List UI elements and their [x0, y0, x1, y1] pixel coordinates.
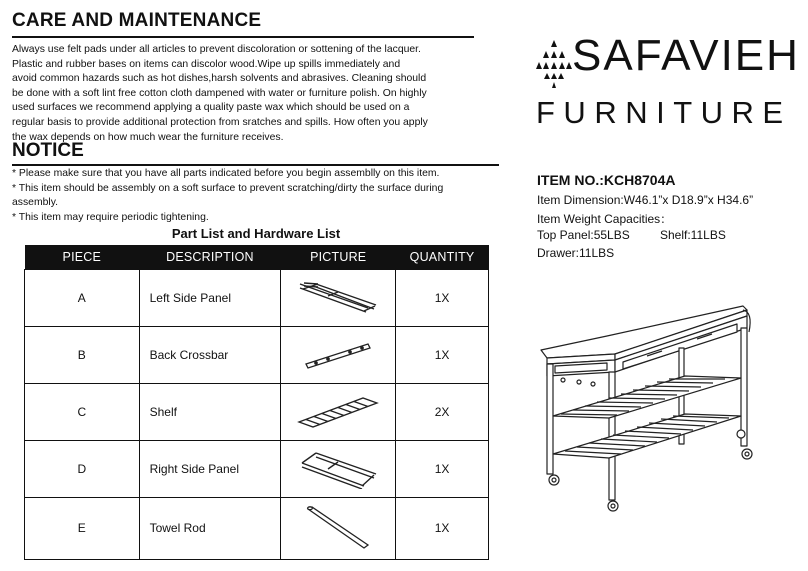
notice-list	[12, 167, 502, 225]
care-line: used surfaces we recommend applying a quality paste wax which should be used on a	[12, 102, 410, 114]
drawer-capacity: Drawer:11LBS	[537, 246, 615, 260]
notice-heading: NOTICE	[12, 140, 84, 161]
piece-quantity: 1X	[396, 326, 489, 383]
piece-quantity: 1X	[396, 269, 489, 326]
crossbar-icon	[302, 340, 374, 370]
piece-description: Towel Rod	[139, 497, 281, 559]
weight-capacities-label: Item Weight Capacities：	[537, 212, 673, 226]
piece-description: Left Side Panel	[139, 269, 281, 326]
piece-letter: C	[25, 383, 140, 440]
notice-line: * This item may require periodic tightening.	[12, 211, 209, 223]
top-panel-capacity: Top Panel:55LBS	[537, 228, 630, 242]
care-heading-rule	[12, 36, 474, 38]
rod-icon	[298, 506, 378, 550]
piece-letter: B	[25, 326, 140, 383]
piece-picture	[281, 497, 396, 559]
table-row	[25, 497, 489, 559]
item-dimension: Item Dimension:W46.1”x D18.9”x H34.6”	[537, 193, 754, 207]
care-line: Plastic and rubber bases on items can discolor wood.Wipe up spills immediately and	[12, 58, 401, 70]
header-description: DESCRIPTION	[139, 245, 281, 269]
notice-line: * Please make sure that you have all parts indicated before you begin assemblly on this item.	[12, 168, 440, 179]
care-line: avoid common hazards such as hot dishes,harsh solvents and abrasives. Cleaning should	[12, 73, 427, 85]
piece-description: Right Side Panel	[139, 440, 281, 497]
piece-picture	[281, 269, 396, 326]
brand-subtitle: FURNITURE	[536, 95, 792, 130]
item-number: ITEM NO.:KCH8704A	[537, 172, 676, 188]
piece-picture	[281, 383, 396, 440]
side-panel-icon	[298, 281, 378, 315]
care-line: be done with a soft lint free cotton cloth dampened with water or furniture polish. On highly	[12, 87, 427, 99]
header-piece: PIECE	[25, 245, 140, 269]
slatted-shelf-icon	[297, 395, 379, 429]
care-heading: CARE AND MAINTENANCE	[12, 10, 262, 31]
table-row	[25, 383, 489, 440]
piece-quantity: 2X	[396, 383, 489, 440]
parts-table-title: Part List and Hardware List	[171, 226, 341, 241]
brand-name: SAFAVIEH	[572, 31, 800, 80]
piece-picture	[281, 326, 396, 383]
care-line: Always use felt pads under all articles to prevent discoloration or sottening of the lacquer.	[12, 44, 421, 55]
header-picture: PICTURE	[281, 245, 396, 269]
piece-letter: D	[25, 440, 140, 497]
parts-table	[24, 245, 489, 560]
piece-picture	[281, 440, 396, 497]
table-row	[25, 440, 489, 497]
care-paragraph	[12, 43, 482, 145]
notice-line: assembly.	[12, 197, 59, 208]
piece-quantity: 1X	[396, 440, 489, 497]
table-row	[25, 326, 489, 383]
kitchen-cart-illustration-icon	[537, 298, 795, 518]
care-line: regular basis to provide additional protection from sratches and spills. How often you apply	[12, 116, 428, 128]
piece-description: Shelf	[139, 383, 281, 440]
piece-letter: E	[25, 497, 140, 559]
piece-quantity: 1X	[396, 497, 489, 559]
piece-description: Back Crossbar	[139, 326, 281, 383]
notice-heading-rule	[12, 164, 499, 166]
parts-table-header-row	[25, 245, 489, 269]
side-panel-icon	[298, 449, 378, 489]
piece-letter: A	[25, 269, 140, 326]
shelf-capacity: Shelf:11LBS	[660, 228, 726, 242]
header-quantity: QUANTITY	[396, 245, 489, 269]
care-line: the wax depends on how much wear the furniture receives.	[12, 131, 284, 143]
notice-line: * This item should be assembly on a soft surface to prevent scratching/dirty the surface during	[12, 182, 444, 194]
table-row	[25, 269, 489, 326]
